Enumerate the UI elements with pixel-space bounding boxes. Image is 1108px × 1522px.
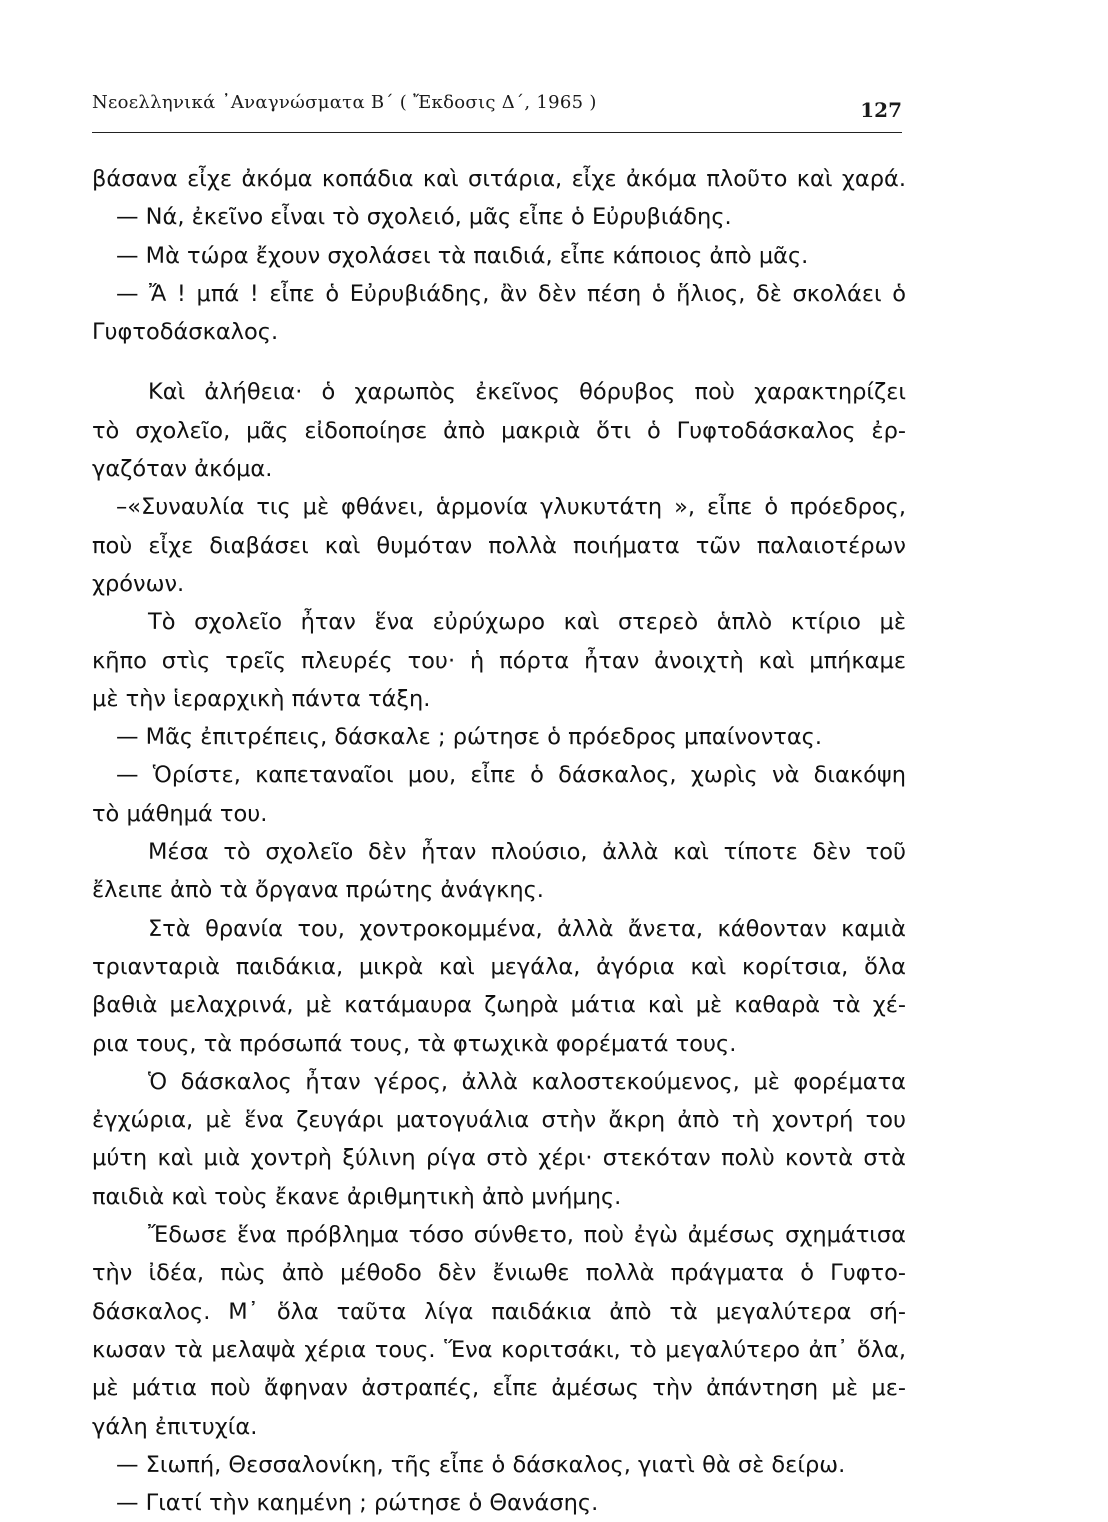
- text-line: Στὰ θρανία του, χοντροκομμένα, ἀλλὰ ἄνετα, κάθονταν καμιὰ: [148, 915, 906, 942]
- text-line: — Σιωπή, Θεσσαλονίκη, τῆς εἶπε ὁ δάσκαλος, γιατὶ θὰ σὲ δείρω.: [116, 1451, 846, 1478]
- text-line: χρόνων.: [92, 570, 185, 597]
- text-line: — Μᾶς ἐπιτρέπεις, δάσκαλε ; ρώτησε ὁ πρόεδρος μπαίνοντας.: [116, 724, 823, 751]
- text-line: — Γιατί τὴν καημένη ; ρώτησε ὁ Θανάσης.: [116, 1490, 599, 1517]
- text-line: Ἔδωσε ἕνα πρόβλημα τόσο σύνθετο, ποὺ ἐγὼ ἀμέσως σχημάτισα: [148, 1222, 906, 1249]
- text-line: ἐγχώρια, μὲ ἕνα ζευγάρι ματογυάλια στὴν ἄκρη ἀπὸ τὴ χοντρή του: [92, 1107, 906, 1134]
- text-line: Γυφτοδάσκαλος.: [92, 319, 279, 346]
- text-line: Τὸ σχολεῖο ἦταν ἕνα εὐρύχωρο καὶ στερεὸ ἁπλὸ κτίριο μὲ: [148, 609, 906, 636]
- text-line: –«Συναυλία τις μὲ φθάνει, ἁρμονία γλυκυτάτη », εἶπε ὁ πρόεδρος,: [116, 494, 906, 521]
- header-title: Νεοελληνικά ᾿Αναγνώσματα Β΄ ( Ἔκδοσις Δ΄, 1965 ): [92, 92, 597, 113]
- text-line: βάσανα εἶχε ἀκόμα κοπάδια καὶ σιτάρια, εἶχε ἀκόμα πλοῦτο καὶ χαρά.: [92, 166, 906, 192]
- text-line: δάσκαλος. Μ᾿ ὅλα ταῦτα λίγα παιδάκια ἀπὸ τὰ μεγαλύτερα σή-: [92, 1298, 906, 1325]
- text-line: ποὺ εἶχε διαβάσει καὶ θυμόταν πολλὰ ποιήματα τῶν παλαιοτέρων: [92, 532, 906, 559]
- text-line: βαθιὰ μελαχρινά, μὲ κατάμαυρα ζωηρὰ μάτια καὶ μὲ καθαρὰ τὰ χέ-: [92, 992, 906, 1019]
- text-line: — Μὰ τώρα ἔχουν σχολάσει τὰ παιδιά, εἶπε κάποιος ἀπὸ μᾶς.: [116, 242, 809, 269]
- text-line: Μέσα τὸ σχολεῖο δὲν ἦταν πλούσιο, ἀλλὰ καὶ τίποτε δὲν τοῦ: [148, 839, 906, 866]
- text-line: γάλη ἐπιτυχία.: [92, 1413, 258, 1440]
- body-text: [92, 160, 906, 1522]
- text-line: — Νά, ἐκεῖνο εἶναι τὸ σχολειό, μᾶς εἶπε ὁ Εὐρυβιάδης.: [116, 204, 732, 231]
- text-line: γαζόταν ἀκόμα.: [92, 456, 273, 483]
- text-line: παιδιὰ καὶ τοὺς ἔκανε ἀριθμητικὴ ἀπὸ μνήμης.: [92, 1183, 622, 1210]
- text-line: τὴν ἰδέα, πὼς ἀπὸ μέθοδο δὲν ἔνιωθε πολλὰ πράγματα ὁ Γυφτο-: [92, 1260, 906, 1287]
- text-line: τριανταριὰ παιδάκια, μικρὰ καὶ μεγάλα, ἀγόρια καὶ κορίτσια, ὅλα: [92, 953, 906, 980]
- text-line: τὸ μάθημά του.: [92, 800, 268, 827]
- text-line: μὲ τὴν ἱεραρχικὴ πάντα τάξη.: [92, 685, 431, 712]
- text-line: ρια τους, τὰ πρόσωπά τους, τὰ φτωχικὰ φορέματά τους.: [92, 1030, 737, 1057]
- text-line: Καὶ ἀλήθεια· ὁ χαρωπὸς ἐκεῖνος θόρυβος ποὺ χαρακτηρίζει: [148, 379, 906, 406]
- text-line: μὲ μάτια ποὺ ἄφηναν ἀστραπές, εἶπε ἀμέσως τὴν ἀπάντηση μὲ με-: [92, 1375, 906, 1402]
- text-line: κῆπο στὶς τρεῖς πλευρές του· ἡ πόρτα ἦταν ἀνοιχτὴ καὶ μπήκαμε: [92, 647, 906, 674]
- text-line: τὸ σχολεῖο, μᾶς εἰδοποίησε ἀπὸ μακριὰ ὅτι ὁ Γυφτοδάσκαλος ἐρ-: [92, 417, 906, 444]
- text-line: Ὁ δάσκαλος ἦταν γέρος, ἀλλὰ καλοστεκούμενος, μὲ φορέματα: [148, 1068, 906, 1095]
- text-line: ἔλειπε ἀπὸ τὰ ὄργανα πρώτης ἀνάγκης.: [92, 877, 544, 904]
- page-number: 127: [860, 98, 902, 122]
- paragraph-gap: [92, 351, 906, 373]
- text-line: — Ὁρίστε, καπεταναῖοι μου, εἶπε ὁ δάσκαλος, χωρὶς νὰ διακόψη: [116, 762, 906, 789]
- text-line: — Ἄ ! μπά ! εἶπε ὁ Εὐρυβιάδης, ἂν δὲν πέση ὁ ἥλιος, δὲ σκολάει ὁ: [116, 280, 906, 307]
- text-line: κωσαν τὰ μελαψὰ χέρια τους. Ἕνα κοριτσάκι, τὸ μεγαλύτερο ἀπ᾿ ὅλα,: [92, 1336, 906, 1363]
- header-rule: [92, 132, 902, 133]
- running-header: [92, 92, 902, 122]
- text-line: μύτη καὶ μιὰ χοντρὴ ξύλινη ρίγα στὸ χέρι· στεκόταν πολὺ κοντὰ στὰ: [92, 1145, 906, 1172]
